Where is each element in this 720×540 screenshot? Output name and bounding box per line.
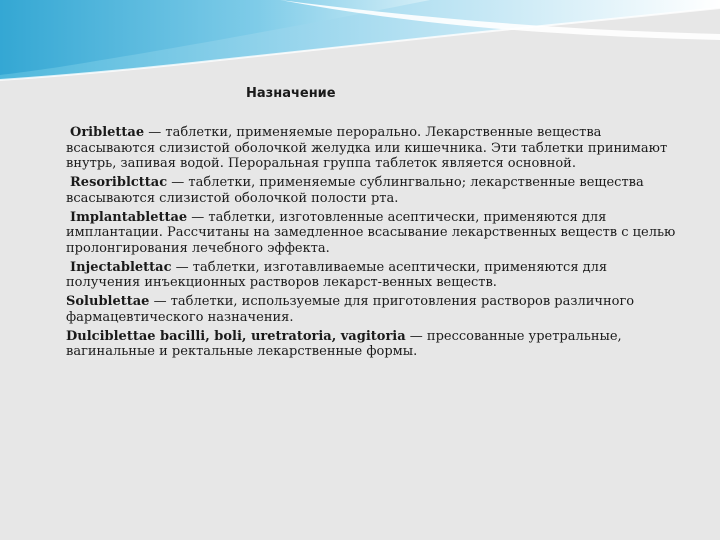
paragraph-resoriblettae <box>66 175 676 206</box>
paragraph-solublettae <box>66 294 676 325</box>
text-implantablettae: — таблетки, изготовленные асептически, применяются для имплантации. Рассчитаны на замедленное всасывание лекарственных веществ с целью пролонгирования лечебного эффекта. <box>66 209 676 256</box>
paragraph-implantablettae <box>66 210 676 257</box>
slide-heading: Назначение <box>246 86 336 101</box>
term-solublettae: Solublettae <box>66 294 150 309</box>
text-dulciblettae: — прессованные уретральные, вагинальные и ректальные лекарственные формы. <box>66 328 622 359</box>
term-implantablettae: Implantablettae <box>70 209 188 225</box>
term-dulciblettae: Dulciblettae bacilli, boli, uretratoria, vagitoria <box>66 328 406 344</box>
term-oriblettae: Oriblettae <box>70 125 145 140</box>
text-resoriblettae: — таблетки, применяемые сублингвально; лекарственные вещества всасываются слизистой оболочкой полости рта. <box>66 175 644 206</box>
term-injectablettae: Injectablettac <box>70 259 172 275</box>
text-solublettae: — таблетки, используемые для приготовления растворов различного фармацевтического назначения. <box>66 294 635 325</box>
paragraph-dulciblettae <box>66 329 676 360</box>
paragraph-oriblettae <box>66 125 676 172</box>
text-oriblettae: — таблетки, применяемые перорально. Лекарственные вещества всасываются слизистой оболочкой желудка или кишечника. Эти таблетки принимают внутрь, запивая водой. Пероральная группа таблеток является основной. <box>66 125 668 171</box>
term-resoriblettae: Resoriblcttac <box>70 175 168 190</box>
paragraph-injectablettae <box>66 260 676 291</box>
text-injectablettae: — таблетки, изготавливаемые асептически, применяются для получения инъекционных растворов лекарст-венных веществ. <box>66 259 608 290</box>
decorative-wave <box>0 0 720 100</box>
slide-content <box>66 125 676 363</box>
